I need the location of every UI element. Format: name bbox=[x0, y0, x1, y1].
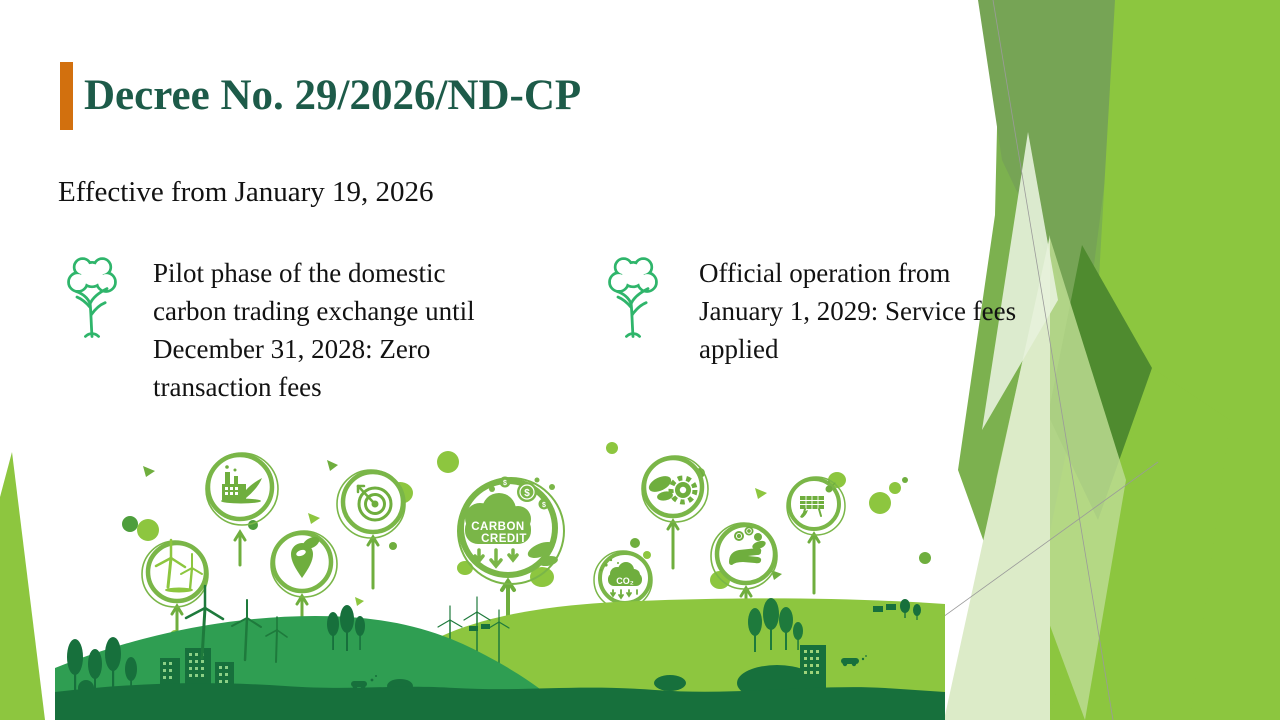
title-block bbox=[60, 62, 581, 130]
solar-badge bbox=[787, 477, 845, 535]
wind-badge bbox=[142, 540, 208, 607]
svg-text:$: $ bbox=[524, 488, 530, 499]
svg-text:$: $ bbox=[542, 502, 546, 509]
bullet-pilot-phase bbox=[62, 254, 509, 406]
carbon-credit-label-line2: CREDIT bbox=[481, 533, 527, 545]
eco-pin-badge bbox=[271, 531, 337, 597]
target-badge bbox=[337, 470, 405, 538]
facet-left-decoration bbox=[0, 440, 60, 720]
factory-badge bbox=[206, 453, 278, 525]
bullet-official-operation-text: Official operation from January 1, 2029: Service fees applied bbox=[699, 258, 1017, 364]
carbon-credit-badge bbox=[458, 477, 564, 585]
eco-gear-badge bbox=[642, 456, 708, 522]
effective-date-text: Effective from January 19, 2026 bbox=[58, 176, 434, 208]
carbon-credit-label-line1: CARBON bbox=[471, 521, 525, 533]
co2-label: CO₂ bbox=[616, 576, 634, 586]
tree-icon bbox=[62, 254, 122, 342]
carbon-credit-illustration bbox=[55, 440, 945, 720]
title-accent-bar bbox=[60, 62, 73, 130]
bullet-pilot-phase-text: Pilot phase of the domestic carbon trading exchange until December 31, 2028: Zero transaction fees bbox=[153, 258, 475, 402]
tree-icon bbox=[603, 254, 663, 342]
page-title: Decree No. 29/2026/ND-CP bbox=[84, 72, 582, 119]
green-finance-hand-badge bbox=[711, 523, 777, 589]
bullet-official-operation bbox=[603, 254, 1023, 368]
svg-text:$: $ bbox=[503, 480, 507, 487]
co2-badge bbox=[594, 551, 652, 609]
